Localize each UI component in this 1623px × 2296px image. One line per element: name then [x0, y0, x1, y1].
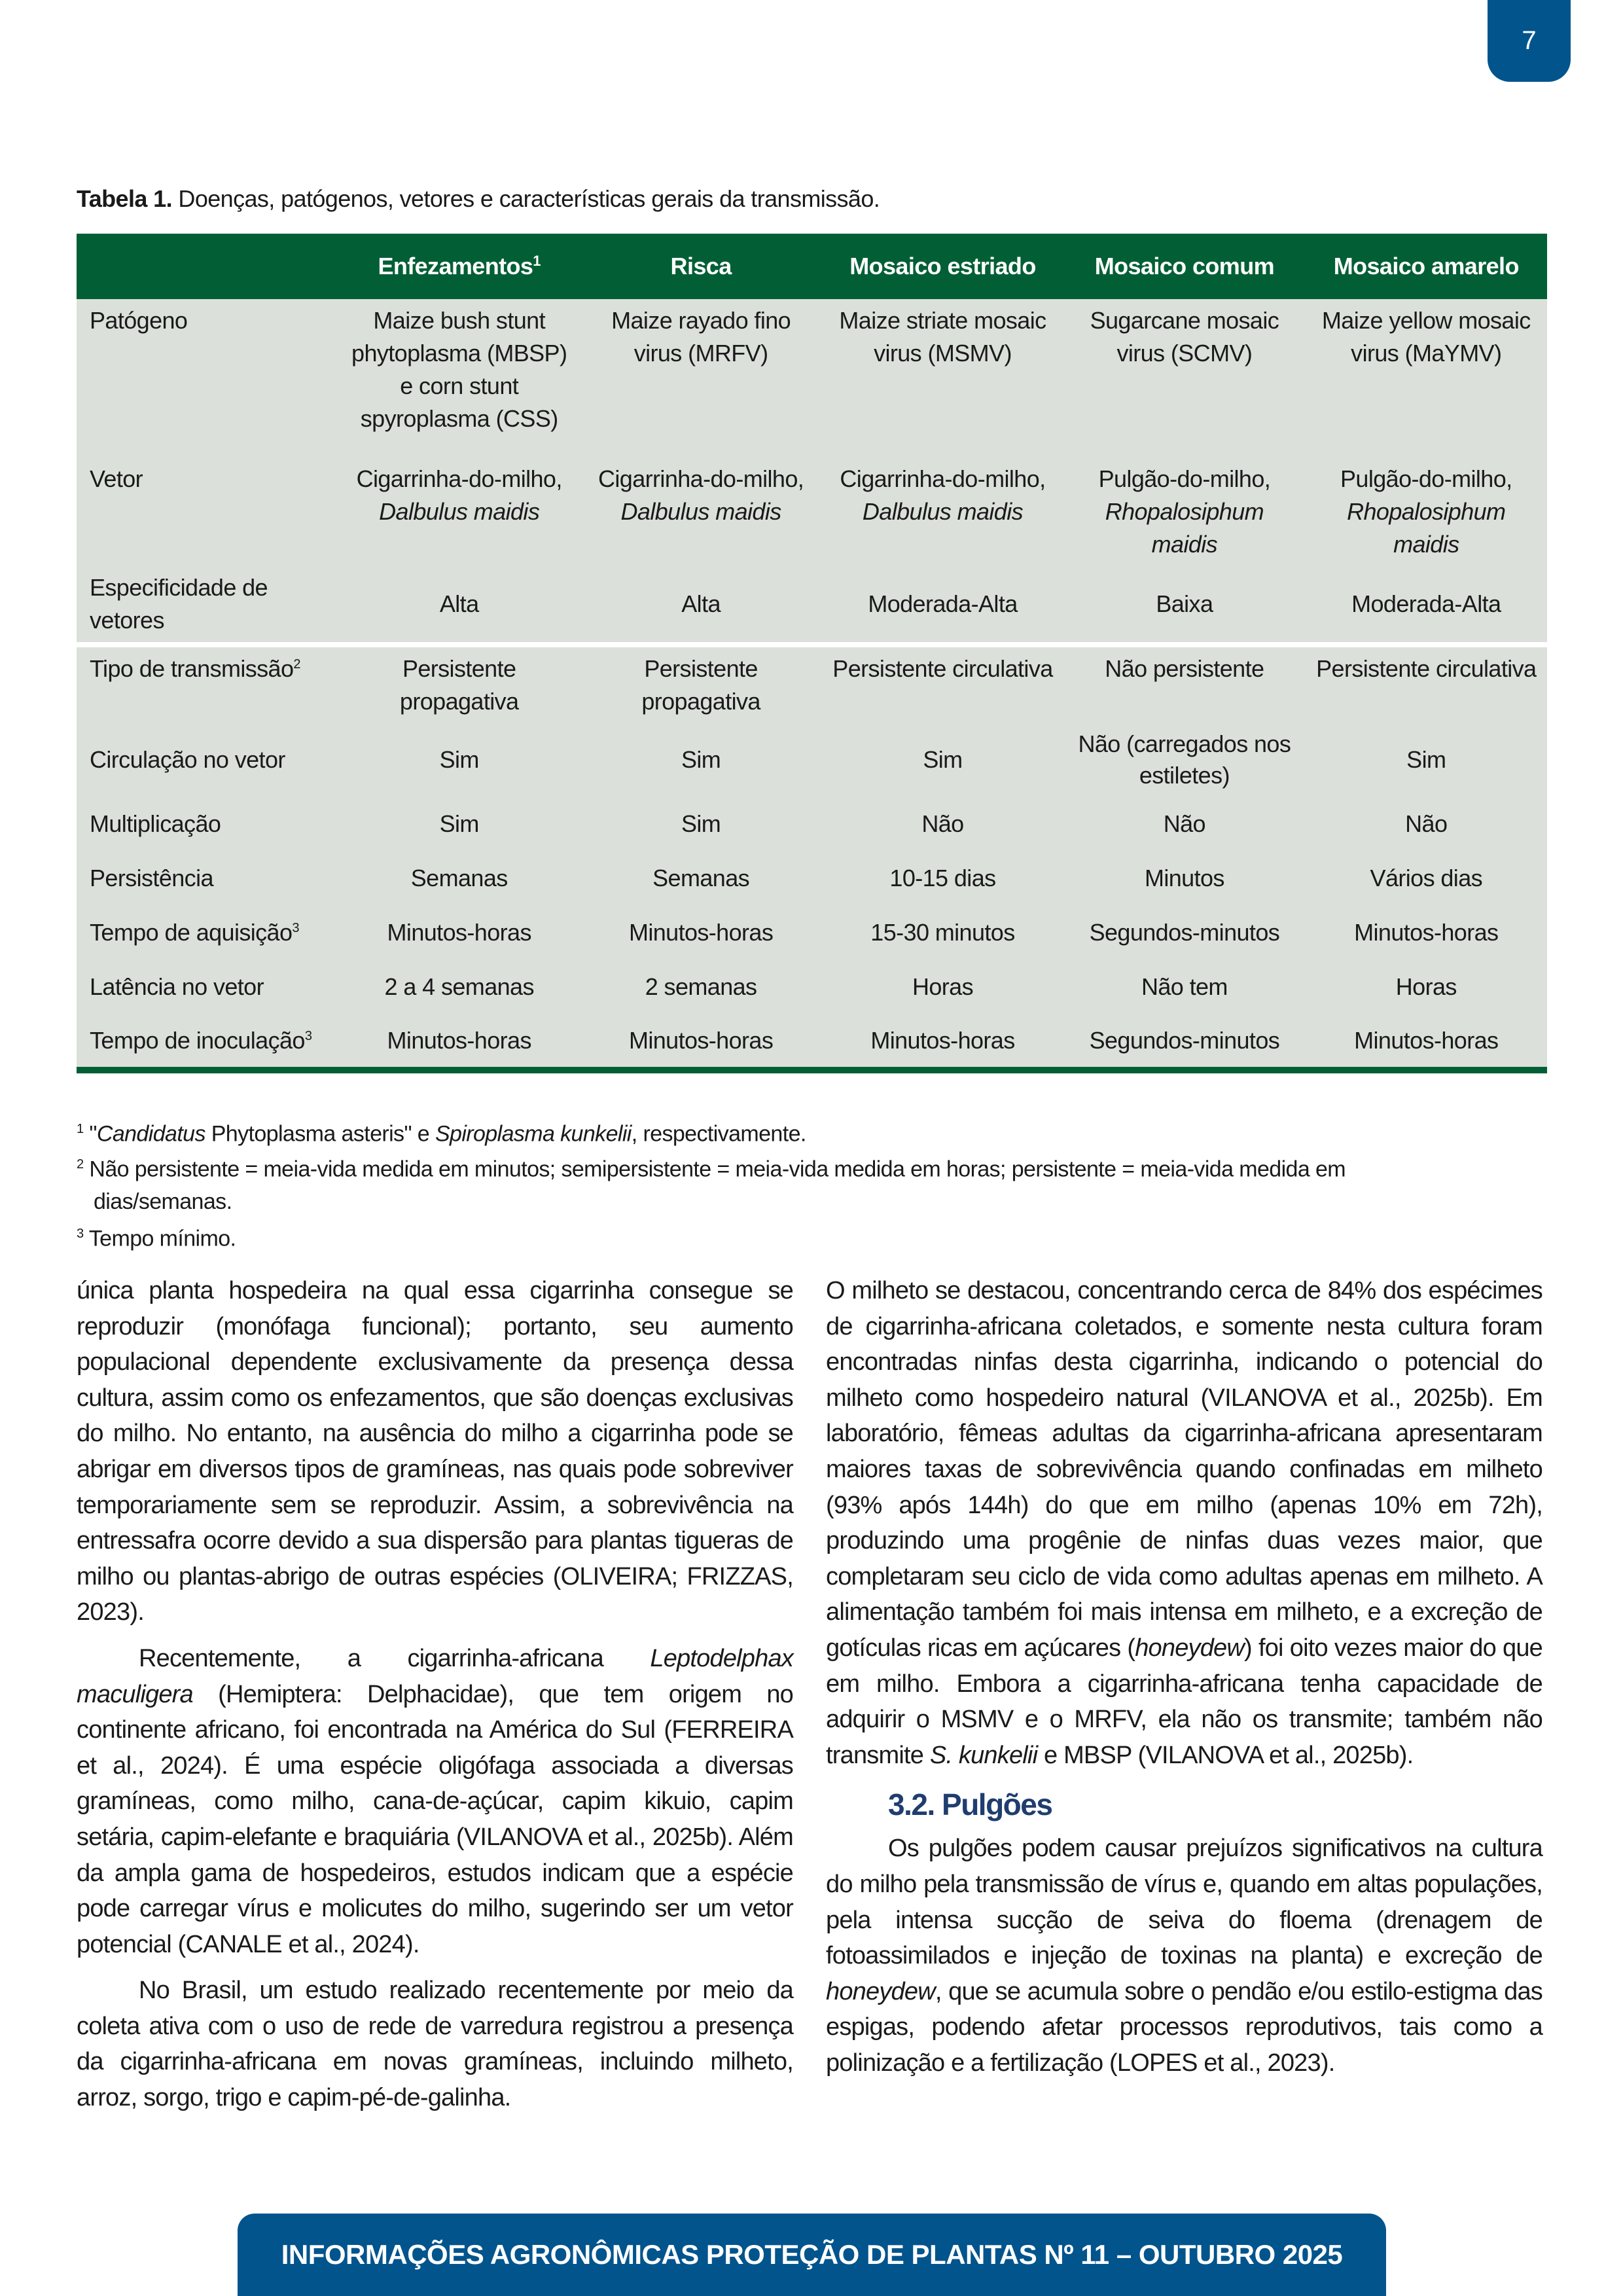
row-label: Tipo de transmissão$^2$ [77, 647, 338, 723]
table-cell: 10-15 dias [822, 851, 1063, 905]
table-row [77, 566, 1547, 642]
header-mosaico-estriado: Mosaico estriado [822, 234, 1063, 299]
row-label: Tempo de aquisição$^3$ [77, 905, 338, 960]
paragraph: Os pulgões podem causar prejuízos significativos na cultura do milho pela transmissão de vírus e, quando em altas populações, pela intensa sucção de seiva do floema (drenagem de fotoassimilados e injeção de toxinas na planta) e excreção de honeydew, que se acumula sobre o pendão e/ou estilo-estigma das espigas, podendo afetar processos reprodutivos, tais como a polinização e a fertilização (LOPES et al., 2023). [826, 1835, 1543, 2077]
table-caption [77, 185, 880, 213]
table-cell: Horas [822, 960, 1063, 1014]
header-mosaico-comum: Mosaico comum [1063, 234, 1305, 299]
paragraph: O milheto se destacou, concentrando cerca de 84% dos espécimes de cigarrinha-africana coletados, e somente nesta cultura foram encontradas ninfas desta cigarrinha, indicando o potencial do milheto como hospedeiro natural (VILANOVA et al., 2025b). Em laboratório, fêmeas adultas da cigarrinha-africana apresentaram maiores taxas de sobrevivência quando confinadas em milheto (93% após 144h) do que em milho (apenas 10% em 72h), produzindo uma progênie de ninfas duas vezes maior, que completaram seu ciclo de vida como adultas apenas em milheto. A alimentação também foi mais intensa em milheto, e a excreção de gotículas ricas em açúcares (honeydew) foi oito vezes maior do que em milho. Embora a cigarrinha-africana tenha capacidade de adquirir o MSMV e o MRFV, ela não os transmite; também não transmite S. kunkelii e MBSP (VILANOVA et al., 2025b). [826, 1277, 1543, 1769]
table-cell: Persistente propagativa [580, 647, 821, 723]
table-cell: Alta [580, 566, 821, 642]
table-row [77, 299, 1547, 457]
footer-banner [238, 2214, 1386, 2296]
table-row [77, 851, 1547, 905]
table-cell: Não [1306, 797, 1547, 851]
table-cell: Moderada-Alta [1306, 566, 1547, 642]
table-cell: Sim [822, 723, 1063, 797]
table-cell: Minutos [1063, 851, 1305, 905]
row-label: Patógeno [77, 299, 338, 457]
table-cell: Maize yellow mosaic virus (MaYMV) [1306, 299, 1547, 457]
table-cell: Maize rayado fino virus (MRFV) [580, 299, 821, 457]
table-cell: Segundos-minutos [1063, 905, 1305, 960]
table-cell: Sim [580, 723, 821, 797]
table-cell: Vários dias [1306, 851, 1547, 905]
table-cell: 2 a 4 semanas [338, 960, 580, 1014]
table-cell: Não persistente [1063, 647, 1305, 723]
table-cell: Horas [1306, 960, 1547, 1014]
table-cell: Semanas [580, 851, 821, 905]
table-divider [77, 642, 1547, 647]
table-cell: Sim [338, 723, 580, 797]
table-header-row [77, 234, 1547, 299]
table-row [77, 647, 1547, 723]
table-caption-label: Tabela 1. [77, 185, 173, 212]
table-cell: Segundos-minutos [1063, 1014, 1305, 1070]
table-cell: Minutos-horas [338, 905, 580, 960]
body-column-right [826, 1273, 1543, 2091]
table-cell: Não (carregados nos estiletes) [1063, 723, 1305, 797]
header-risca: Risca [580, 234, 821, 299]
table-caption-text: Doenças, patógenos, vetores e características gerais da transmissão. [172, 185, 880, 212]
table-cell: Alta [338, 566, 580, 642]
table-cell: Persistente circulativa [822, 647, 1063, 723]
table-cell: Persistente circulativa [1306, 647, 1547, 723]
section-heading: 3.2. Pulgões [888, 1787, 1052, 1822]
table-cell: Semanas [338, 851, 580, 905]
row-label: Especificidade de vetores [77, 566, 338, 642]
table-row [77, 723, 1547, 797]
table-cell: Minutos-horas [1306, 905, 1547, 960]
footnote-1: $^1$ "Candidatus Phytoplasma asteris" e Spiroplasma kunkelii, respectivamente. [77, 1121, 806, 1147]
table-cell: Minutos-horas [822, 1014, 1063, 1070]
table-cell: Não [1063, 797, 1305, 851]
table-cell: Cigarrinha-do-milho, Dalbulus maidis [338, 457, 580, 566]
table-row [77, 1014, 1547, 1070]
header-enfezamentos: Enfezamentos$^1$ [338, 234, 580, 299]
table-cell: Minutos-horas [580, 905, 821, 960]
table-cell: Sim [580, 797, 821, 851]
table-cell: Sugarcane mosaic virus (SCMV) [1063, 299, 1305, 457]
page-number: 7 [1522, 26, 1537, 55]
table-cell: Sim [338, 797, 580, 851]
table-cell: Pulgão-do-milho, Rhopalosiphum maidis [1063, 457, 1305, 566]
table-cell: 2 semanas [580, 960, 821, 1014]
table-cell: Persistente propagativa [338, 647, 580, 723]
row-label: Persistência [77, 851, 338, 905]
header-empty [77, 234, 338, 299]
table-cell: Minutos-horas [1306, 1014, 1547, 1070]
row-label: Multiplicação [77, 797, 338, 851]
page-number-badge [1488, 0, 1571, 82]
row-label: Tempo de inoculação$^3$ [77, 1014, 338, 1070]
table-cell: Moderada-Alta [822, 566, 1063, 642]
table-cell: Sim [1306, 723, 1547, 797]
footnote-2: $^2$ Não persistente = meia-vida medida em minutos; semipersistente = meia-vida medida em horas; persistente = meia-vida medida em dias/semanas. [77, 1157, 1346, 1215]
table-cell: Cigarrinha-do-milho, Dalbulus maidis [580, 457, 821, 566]
paragraph: No Brasil, um estudo realizado recentemente por meio da coleta ativa com o uso de rede de varredura registrou a presença da cigarrinha-africana em novas gramíneas, incluindo milheto, arroz, sorgo, trigo e capim-pé-de-galinha. [77, 1977, 793, 2112]
table-row [77, 797, 1547, 851]
row-label: Vetor [77, 457, 338, 566]
table-row [77, 905, 1547, 960]
table-row [77, 457, 1547, 566]
footer-text: INFORMAÇÕES AGRONÔMICAS PROTEÇÃO DE PLANTAS Nº 11 – OUTUBRO 2025 [281, 2239, 1343, 2270]
table-cell: Minutos-horas [580, 1014, 821, 1070]
table-cell: Maize striate mosaic virus (MSMV) [822, 299, 1063, 457]
table-cell: Cigarrinha-do-milho, Dalbulus maidis [822, 457, 1063, 566]
table-row [77, 960, 1547, 1014]
row-label: Circulação no vetor [77, 723, 338, 797]
paragraph: única planta hospedeira na qual essa cigarrinha consegue se reproduzir (monófaga funcional); portanto, seu aumento populacional dependente exclusivamente da presença dessa cultura, assim como os enfezamentos, que são doenças exclusivas do milho. No entanto, na ausência do milho a cigarrinha pode se abrigar em diversos tipos de gramíneas, nas quais pode sobreviver temporariamente sem se reproduzir. Assim, a sobrevivência na entressafra ocorre devido a sua dispersão para plantas tigueras de milho ou plantas-abrigo de outras espécies (OLIVEIRA; FRIZZAS, 2023). [77, 1277, 793, 1626]
row-label: Latência no vetor [77, 960, 338, 1014]
table-cell: Pulgão-do-milho, Rhopalosiphum maidis [1306, 457, 1547, 566]
table-cell: 15-30 minutos [822, 905, 1063, 960]
header-mosaico-amarelo: Mosaico amarelo [1306, 234, 1547, 299]
disease-table [77, 234, 1547, 1073]
paragraph: Recentemente, a cigarrinha-africana Leptodelphax maculigera (Hemiptera: Delphacidae), que tem origem no continente africano, foi encontrada na América do Sul (FERREIRA et al., 2024). É uma espécie oligófaga associada a diversas gramíneas, como milho, cana-de-açúcar, capim kikuio, capim setária, capim-elefante e braquiária (VILANOVA et al., 2025b). Além da ampla gama de hospedeiros, estudos indicam que a espécie pode carregar vírus e molicutes do milho, sugerindo ser um vetor potencial (CANALE et al., 2024). [77, 1644, 793, 1958]
body-column-left [77, 1273, 793, 2126]
table-cell: Minutos-horas [338, 1014, 580, 1070]
table-cell: Baixa [1063, 566, 1305, 642]
table-cell: Não tem [1063, 960, 1305, 1014]
footnote-3: $^3$ Tempo mínimo. [77, 1226, 236, 1251]
table-cell: Maize bush stunt phytoplasma (MBSP) e corn stunt spyroplasma (CSS) [338, 299, 580, 457]
table-cell: Não [822, 797, 1063, 851]
